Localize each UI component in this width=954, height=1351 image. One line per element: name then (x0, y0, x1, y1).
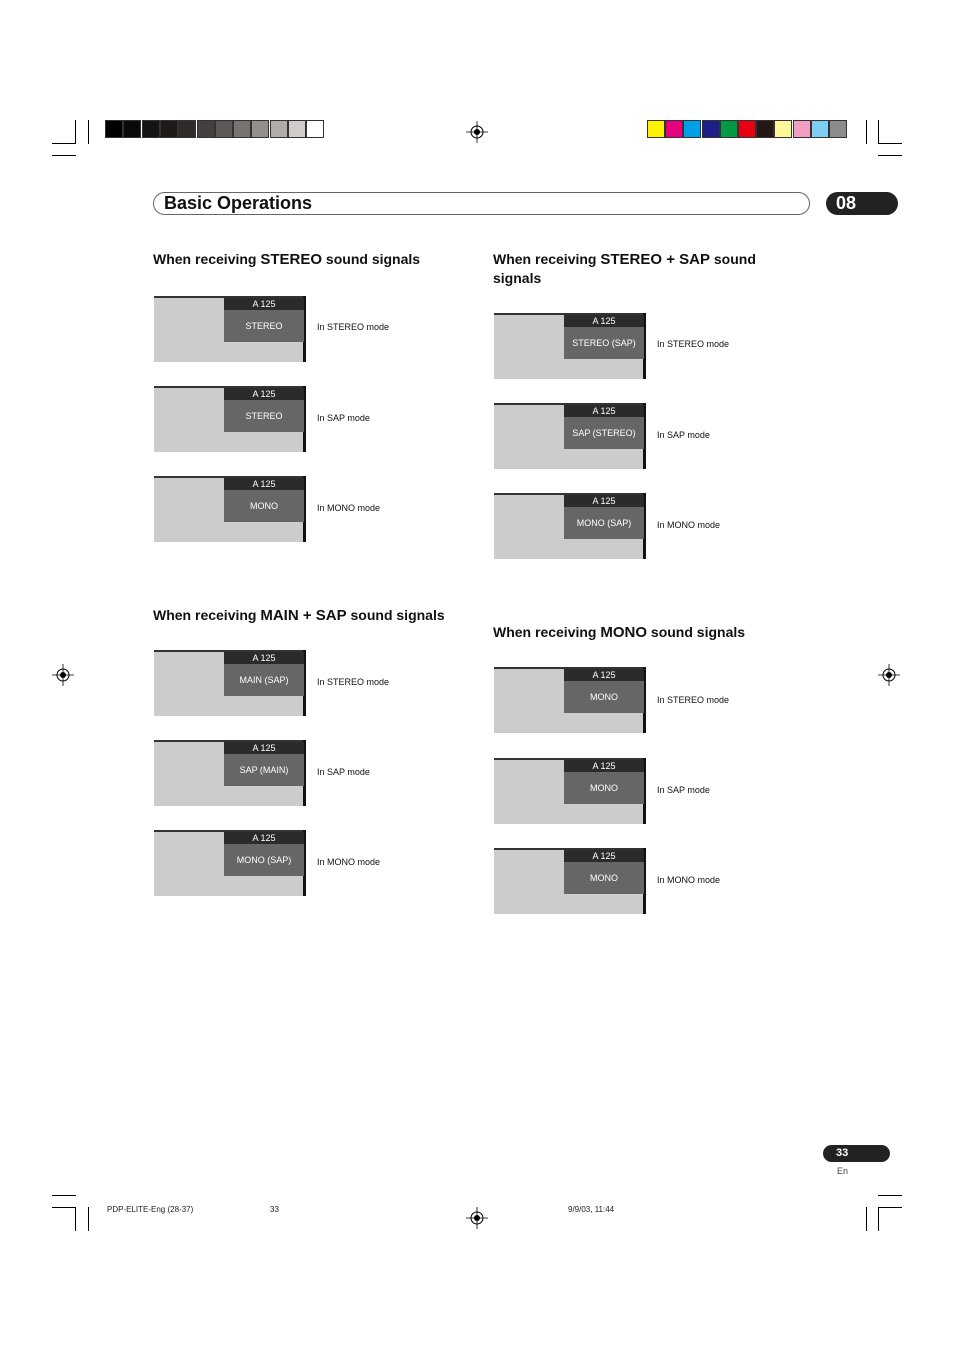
mode-label: In STEREO mode (317, 322, 390, 332)
signal-display: STEREO (224, 310, 304, 342)
channel-display: A 125 (224, 742, 304, 754)
color-swatch (774, 120, 792, 138)
gray-swatch (288, 120, 306, 138)
section-title-stereo: When receiving STEREO sound signals (153, 251, 421, 268)
mode-label: In SAP mode (657, 430, 710, 440)
page-number-badge (823, 1145, 890, 1162)
channel-display: A 125 (224, 388, 304, 400)
tv-screen (494, 667, 644, 733)
tv-screen (494, 758, 644, 824)
gray-swatch (215, 120, 233, 138)
section-title-main-sap: When receiving MAIN + SAP sound signals (153, 607, 445, 624)
signal-display: MONO (564, 681, 644, 713)
channel-display: A 125 (564, 760, 644, 772)
page-number: 33 (836, 1147, 849, 1159)
footer-filename: PDP-ELITE-Eng (28-37) (107, 1205, 194, 1214)
gray-swatch (270, 120, 288, 138)
section-title-mono: When receiving MONO sound signals (493, 624, 746, 641)
color-swatch (683, 120, 701, 138)
tv-screen (154, 476, 304, 542)
gray-swatch (306, 120, 324, 138)
channel-display: A 125 (564, 315, 644, 327)
channel-display: A 125 (224, 652, 304, 664)
tv-screen (154, 296, 304, 362)
color-swatch (756, 120, 774, 138)
color-swatch (702, 120, 720, 138)
color-swatch (665, 120, 683, 138)
registration-mark-icon (878, 664, 900, 686)
channel-display: A 125 (224, 832, 304, 844)
tv-screen (154, 386, 304, 452)
signal-display: MONO (564, 772, 644, 804)
signal-display: MAIN (SAP) (224, 664, 304, 696)
color-swatch (829, 120, 847, 138)
footer-page: 33 (270, 1205, 279, 1214)
mode-label: In MONO mode (657, 875, 721, 885)
gray-swatch (142, 120, 160, 138)
gray-swatch (178, 120, 196, 138)
mode-label: In MONO mode (317, 857, 381, 867)
signal-display: MONO (564, 862, 644, 894)
registration-mark-icon (466, 1207, 488, 1229)
color-swatch (738, 120, 756, 138)
color-swatch (793, 120, 811, 138)
tv-screen (154, 650, 304, 716)
registration-mark-icon (52, 664, 74, 686)
chapter-number: 08 (836, 193, 857, 213)
gray-swatch (197, 120, 215, 138)
channel-display: A 125 (224, 478, 304, 490)
mode-label: In STEREO mode (657, 695, 730, 705)
signal-display: SAP (STEREO) (564, 417, 644, 449)
page-title: Basic Operations (164, 193, 313, 213)
mode-label: In SAP mode (657, 785, 710, 795)
mode-label: In MONO mode (317, 503, 381, 513)
gray-swatch (123, 120, 141, 138)
tv-screen (494, 493, 644, 559)
color-swatch (647, 120, 665, 138)
tv-screen (494, 403, 644, 469)
color-swatch (720, 120, 738, 138)
signal-display: MONO (SAP) (564, 507, 644, 539)
channel-display: A 125 (564, 669, 644, 681)
signal-display: MONO (SAP) (224, 844, 304, 876)
page-language: En (837, 1166, 849, 1176)
signal-display: SAP (MAIN) (224, 754, 304, 786)
channel-display: A 125 (564, 405, 644, 417)
gray-swatch (160, 120, 178, 138)
section-title-stereo-sap: When receiving STEREO + SAP sound signals (493, 251, 756, 286)
color-swatch (811, 120, 829, 138)
gray-swatch (105, 120, 123, 138)
gray-swatch (233, 120, 251, 138)
registration-mark-icon (466, 121, 488, 143)
tv-screen (154, 830, 304, 896)
signal-display: STEREO (224, 400, 304, 432)
channel-display: A 125 (224, 298, 304, 310)
signal-display: MONO (224, 490, 304, 522)
mode-label: In MONO mode (657, 520, 721, 530)
mode-label: In STEREO mode (657, 339, 730, 349)
tv-screen (154, 740, 304, 806)
mode-label: In SAP mode (317, 413, 370, 423)
signal-display: STEREO (SAP) (564, 327, 644, 359)
footer-date: 9/9/03, 11:44 (568, 1205, 615, 1214)
chapter-badge (826, 192, 898, 215)
mode-label: In STEREO mode (317, 677, 390, 687)
tv-screen (494, 848, 644, 914)
mode-label: In SAP mode (317, 767, 370, 777)
tv-screen (494, 313, 644, 379)
channel-display: A 125 (564, 495, 644, 507)
gray-swatch (251, 120, 269, 138)
channel-display: A 125 (564, 850, 644, 862)
